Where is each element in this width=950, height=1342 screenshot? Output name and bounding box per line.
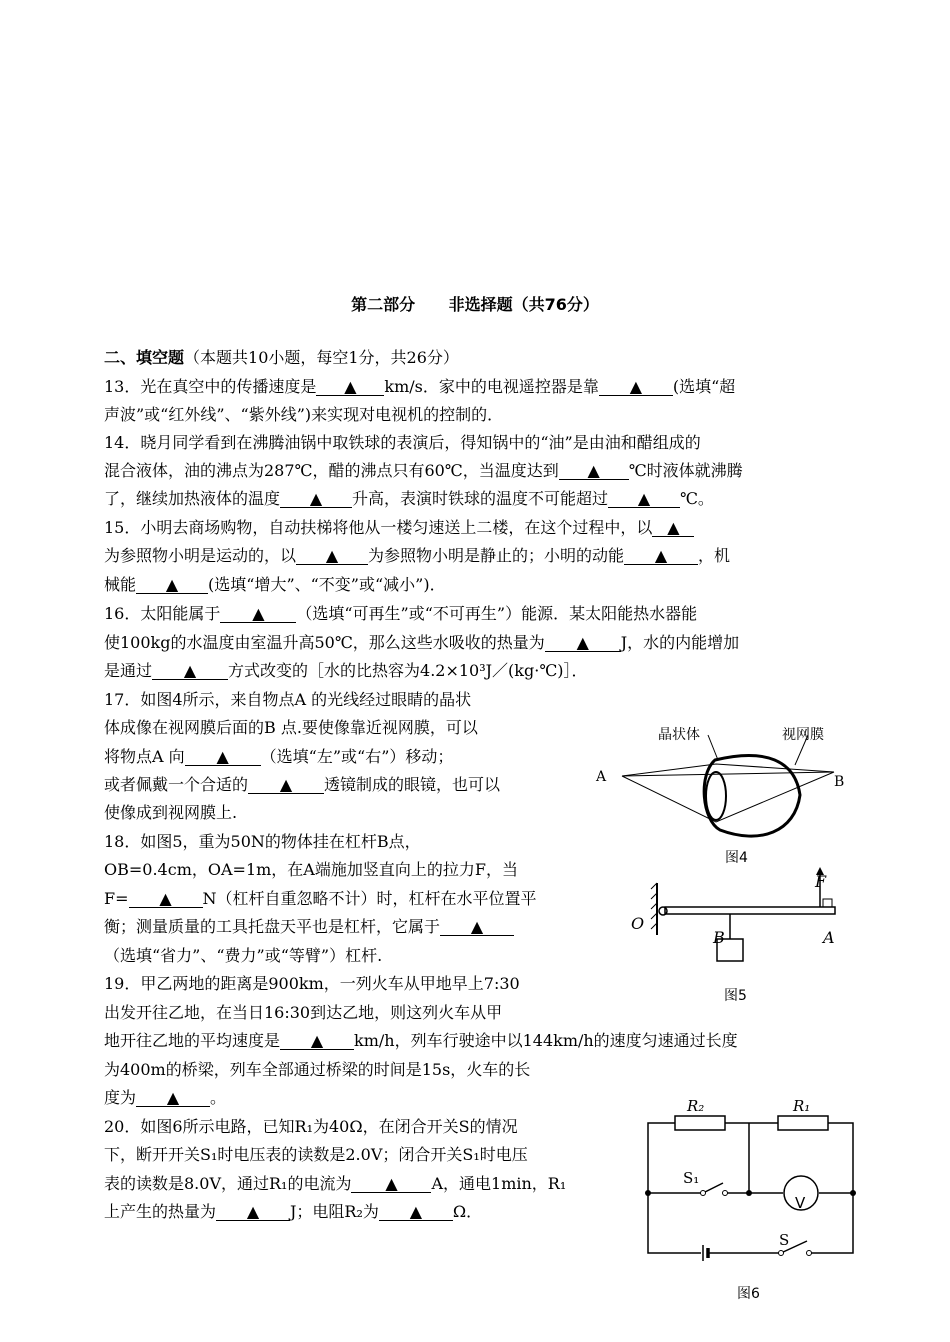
wire-bottom-left [648, 1193, 701, 1253]
q15-line-2 [104, 546, 730, 566]
lens-pointer [708, 735, 718, 760]
text: N（杠杆自重忽略不计）时，杠杆在水平位置平 [202, 889, 537, 908]
answer-blank[interactable] [129, 891, 203, 908]
text: 为400m的桥梁，列车全部通过桥梁的时间是15s，火车的长 [104, 1060, 531, 1079]
r1-label: R₁ [793, 1097, 811, 1115]
text: 15．小明去商场购物，自动扶梯将他从一楼匀速送上二楼，在这个过程中，以 [104, 518, 653, 537]
light-ray-bottom [622, 772, 834, 822]
q20-line-1 [104, 1117, 518, 1137]
answer-blank[interactable] [545, 635, 621, 652]
answer-marker: ▲ [216, 747, 229, 766]
q20-line-2 [104, 1145, 528, 1165]
text: 体成像在视网膜后面的B 点.要使像靠近视网膜，可以 [104, 718, 478, 737]
q15-line-3 [104, 575, 446, 595]
text: 16．太阳能属于 [104, 604, 221, 623]
s1-label: S₁ [683, 1169, 700, 1187]
text: 方式改变的［水的比热容为4.2×10³J／(kg·℃)］． [228, 661, 588, 680]
text: 上产生的热量为 [104, 1202, 217, 1221]
part-heading: 非选择题（共76分） [448, 295, 599, 314]
text: 使像成到视网膜上. [104, 803, 238, 822]
text: 20．如图6所示电路，已知R₁为40Ω，在闭合开关S的情况 [104, 1117, 518, 1136]
pivot-label: O [631, 914, 645, 933]
figure-5-caption: 图5 [724, 988, 747, 1004]
voltmeter-label: V [795, 1194, 806, 1212]
text: 为参照物小明是运动的，以 [104, 546, 297, 565]
q15-line-1 [104, 518, 694, 538]
q19-line-3 [104, 1031, 738, 1051]
figure-4-caption: 图4 [725, 850, 748, 866]
text: 14．晓月同学看到在沸腾油锅中取铁球的表演后，得知锅中的“油”是由油和醋组成的 [104, 433, 701, 452]
text: 。 [210, 1088, 227, 1107]
answer-blank[interactable] [316, 379, 384, 396]
text: （选填“省力”、“费力”或“等臂”）杠杆. [104, 946, 383, 965]
answer-blank[interactable] [152, 663, 228, 680]
q19-line-2 [104, 1003, 502, 1023]
q14-line-3 [104, 489, 714, 509]
text: 声波”或“红外线”、“紫外线”)来实现对电视机的控制的． [104, 405, 504, 424]
text: ，机 [698, 546, 731, 565]
q19-line-5 [104, 1088, 226, 1108]
answer-blank[interactable] [185, 749, 261, 766]
answer-marker: ▲ [654, 546, 668, 565]
answer-marker: ▲ [159, 889, 172, 908]
answer-marker: ▲ [409, 1202, 423, 1221]
text: 地开往乙地的平均速度是 [104, 1031, 281, 1050]
q20-line-4 [104, 1202, 482, 1222]
section-heading: 二、填空题 [104, 348, 185, 367]
answer-marker: ▲ [252, 604, 265, 623]
text: F= [104, 889, 129, 908]
answer-marker: ▲ [587, 461, 600, 480]
q16-line-2 [104, 633, 739, 653]
q19-line-1 [104, 974, 520, 994]
answer-blank[interactable] [440, 919, 514, 936]
answer-marker: ▲ [637, 489, 651, 508]
q14-line-2 [104, 461, 743, 481]
q18-line-4 [104, 917, 514, 937]
figure-6-caption: 图6 [737, 1286, 760, 1302]
answer-blank[interactable] [136, 577, 208, 594]
text: OB=0.4cm，OA=1m，在A端施加竖直向上的拉力F，当 [104, 860, 518, 879]
text: 升高，表演时铁球的温度不可能超过 [352, 489, 609, 508]
answer-marker: ▲ [667, 518, 680, 537]
text: 19．甲乙两地的距离是900km，一列火车从甲地早上7:30 [104, 974, 520, 993]
point-a-label: A [823, 928, 835, 947]
lens-label: 晶状体 [658, 727, 700, 743]
q20-line-3 [104, 1174, 566, 1194]
answer-marker: ▲ [165, 575, 179, 594]
answer-blank[interactable] [559, 463, 629, 480]
answer-marker: ▲ [310, 1031, 324, 1050]
eyeball-outline [704, 755, 800, 836]
text: km/s．家中的电视遥控器是靠 [384, 377, 599, 396]
lever-bar [665, 907, 835, 914]
point-a-label: A [596, 769, 607, 785]
answer-blank[interactable] [652, 520, 694, 537]
light-ray-center [622, 772, 834, 776]
answer-blank[interactable] [296, 548, 368, 565]
resistor-r1 [778, 1116, 828, 1130]
point-b-label: B [713, 928, 725, 947]
figure-5-lever-diagram [625, 865, 850, 965]
answer-marker: ▲ [309, 489, 323, 508]
answer-marker: ▲ [629, 377, 643, 396]
answer-marker: ▲ [325, 546, 339, 565]
q16-line-1 [104, 604, 697, 624]
q17-line-2 [104, 718, 478, 738]
text: 了，继续加热液体的温度 [104, 489, 281, 508]
q17-line-4 [104, 775, 500, 795]
q17-line-5 [104, 803, 237, 823]
answer-blank[interactable] [248, 777, 324, 794]
answer-marker: ▲ [166, 1088, 180, 1107]
retina-label: 视网膜 [782, 727, 824, 743]
answer-marker: ▲ [246, 1202, 260, 1221]
answer-blank[interactable] [216, 1204, 290, 1221]
answer-blank[interactable] [599, 379, 673, 396]
answer-marker: ▲ [344, 377, 357, 396]
text: 17．如图4所示，来自物点A 的光线经过眼睛的晶状 [104, 690, 472, 709]
text: 将物点A 向 [104, 747, 185, 766]
text: ℃。 [680, 489, 714, 508]
q17-line-3 [104, 747, 453, 767]
text: 出发开往乙地，在当日16:30到达乙地，则这列火车从甲 [104, 1003, 503, 1022]
q19-line-4 [104, 1060, 530, 1080]
answer-blank[interactable] [136, 1090, 210, 1107]
answer-blank[interactable] [220, 606, 296, 623]
section-note: （本题共10小题，每空1分，共26分） [184, 348, 459, 367]
text: A，通电1min，R₁ [431, 1174, 567, 1193]
wire-bottom-right [811, 1193, 853, 1253]
text: 为参照物小明是静止的；小明的动能 [368, 546, 625, 565]
text: （选填“可再生”或“不可再生”）能源．某太阳能热水器能 [296, 604, 698, 623]
answer-marker: ▲ [576, 633, 589, 652]
text: ℃时液体就沸腾 [628, 461, 743, 480]
answer-blank[interactable] [608, 491, 680, 508]
part-title [0, 292, 950, 315]
text: 18．如图5，重为50N的物体挂在杠杆B点， [104, 832, 421, 851]
answer-marker: ▲ [385, 1174, 398, 1193]
answer-blank[interactable] [280, 491, 352, 508]
answer-marker: ▲ [470, 917, 484, 936]
q18-line-5 [104, 946, 382, 966]
section-heading-line [104, 348, 459, 368]
figure-6-circuit-diagram [635, 1095, 865, 1270]
part-label: 第二部分 [351, 295, 416, 314]
text: 械能 [104, 575, 137, 594]
text: J；电阻R₂为 [290, 1202, 379, 1221]
text: (选填“增大”、“不变”或“减小”)． [208, 575, 446, 594]
r2-label: R₂ [687, 1097, 705, 1115]
text: （选填“左”或“右”）移动； [260, 747, 454, 766]
answer-blank[interactable] [624, 548, 698, 565]
answer-blank[interactable] [379, 1204, 453, 1221]
q16-line-3 [104, 661, 587, 681]
text: J，水的内能增加 [620, 633, 740, 652]
text: 或者佩戴一个合适的 [104, 775, 249, 794]
point-b-label: B [834, 774, 845, 790]
lens-shape [706, 772, 726, 820]
answer-blank[interactable] [351, 1176, 431, 1193]
q13-line-1 [104, 377, 735, 397]
text: 表的读数是8.0V，通过R₁的电流为 [104, 1174, 352, 1193]
answer-marker: ▲ [183, 661, 197, 680]
q17-line-1 [104, 690, 471, 710]
force-label: F [815, 872, 827, 891]
q13-line-2 [104, 405, 503, 425]
q18-line-1 [104, 832, 421, 852]
answer-blank[interactable] [280, 1033, 354, 1050]
text: 混合液体，油的沸点为287℃，醋的沸点只有60℃，当温度达到 [104, 461, 559, 480]
answer-marker: ▲ [279, 775, 293, 794]
s-label: S [779, 1231, 790, 1249]
text: 下，断开开关S₁时电压表的读数是2.0V；闭合开关S₁时电压 [104, 1145, 528, 1164]
text: (选填“超 [672, 377, 736, 396]
text: km/h，列车行驶途中以144km/h的速度匀速通过长度 [354, 1031, 738, 1050]
q18-line-3 [104, 889, 537, 909]
figure-4-eye-diagram [590, 720, 850, 860]
text: 是通过 [104, 661, 153, 680]
q14-line-1 [104, 433, 701, 453]
switch-s1-blade [703, 1183, 723, 1193]
text: 透镜制成的眼镜，也可以 [324, 775, 501, 794]
text: 使100kg的水温度由室温升高50℃，那么这些水吸收的热量为 [104, 633, 545, 652]
text: 度为 [104, 1088, 137, 1107]
text: 衡；测量质量的工具托盘天平也是杠杆，它属于 [104, 917, 441, 936]
q18-line-2 [104, 860, 518, 880]
text: 13．光在真空中的传播速度是 [104, 377, 317, 396]
resistor-r2 [675, 1116, 725, 1130]
text: Ω． [452, 1202, 483, 1221]
